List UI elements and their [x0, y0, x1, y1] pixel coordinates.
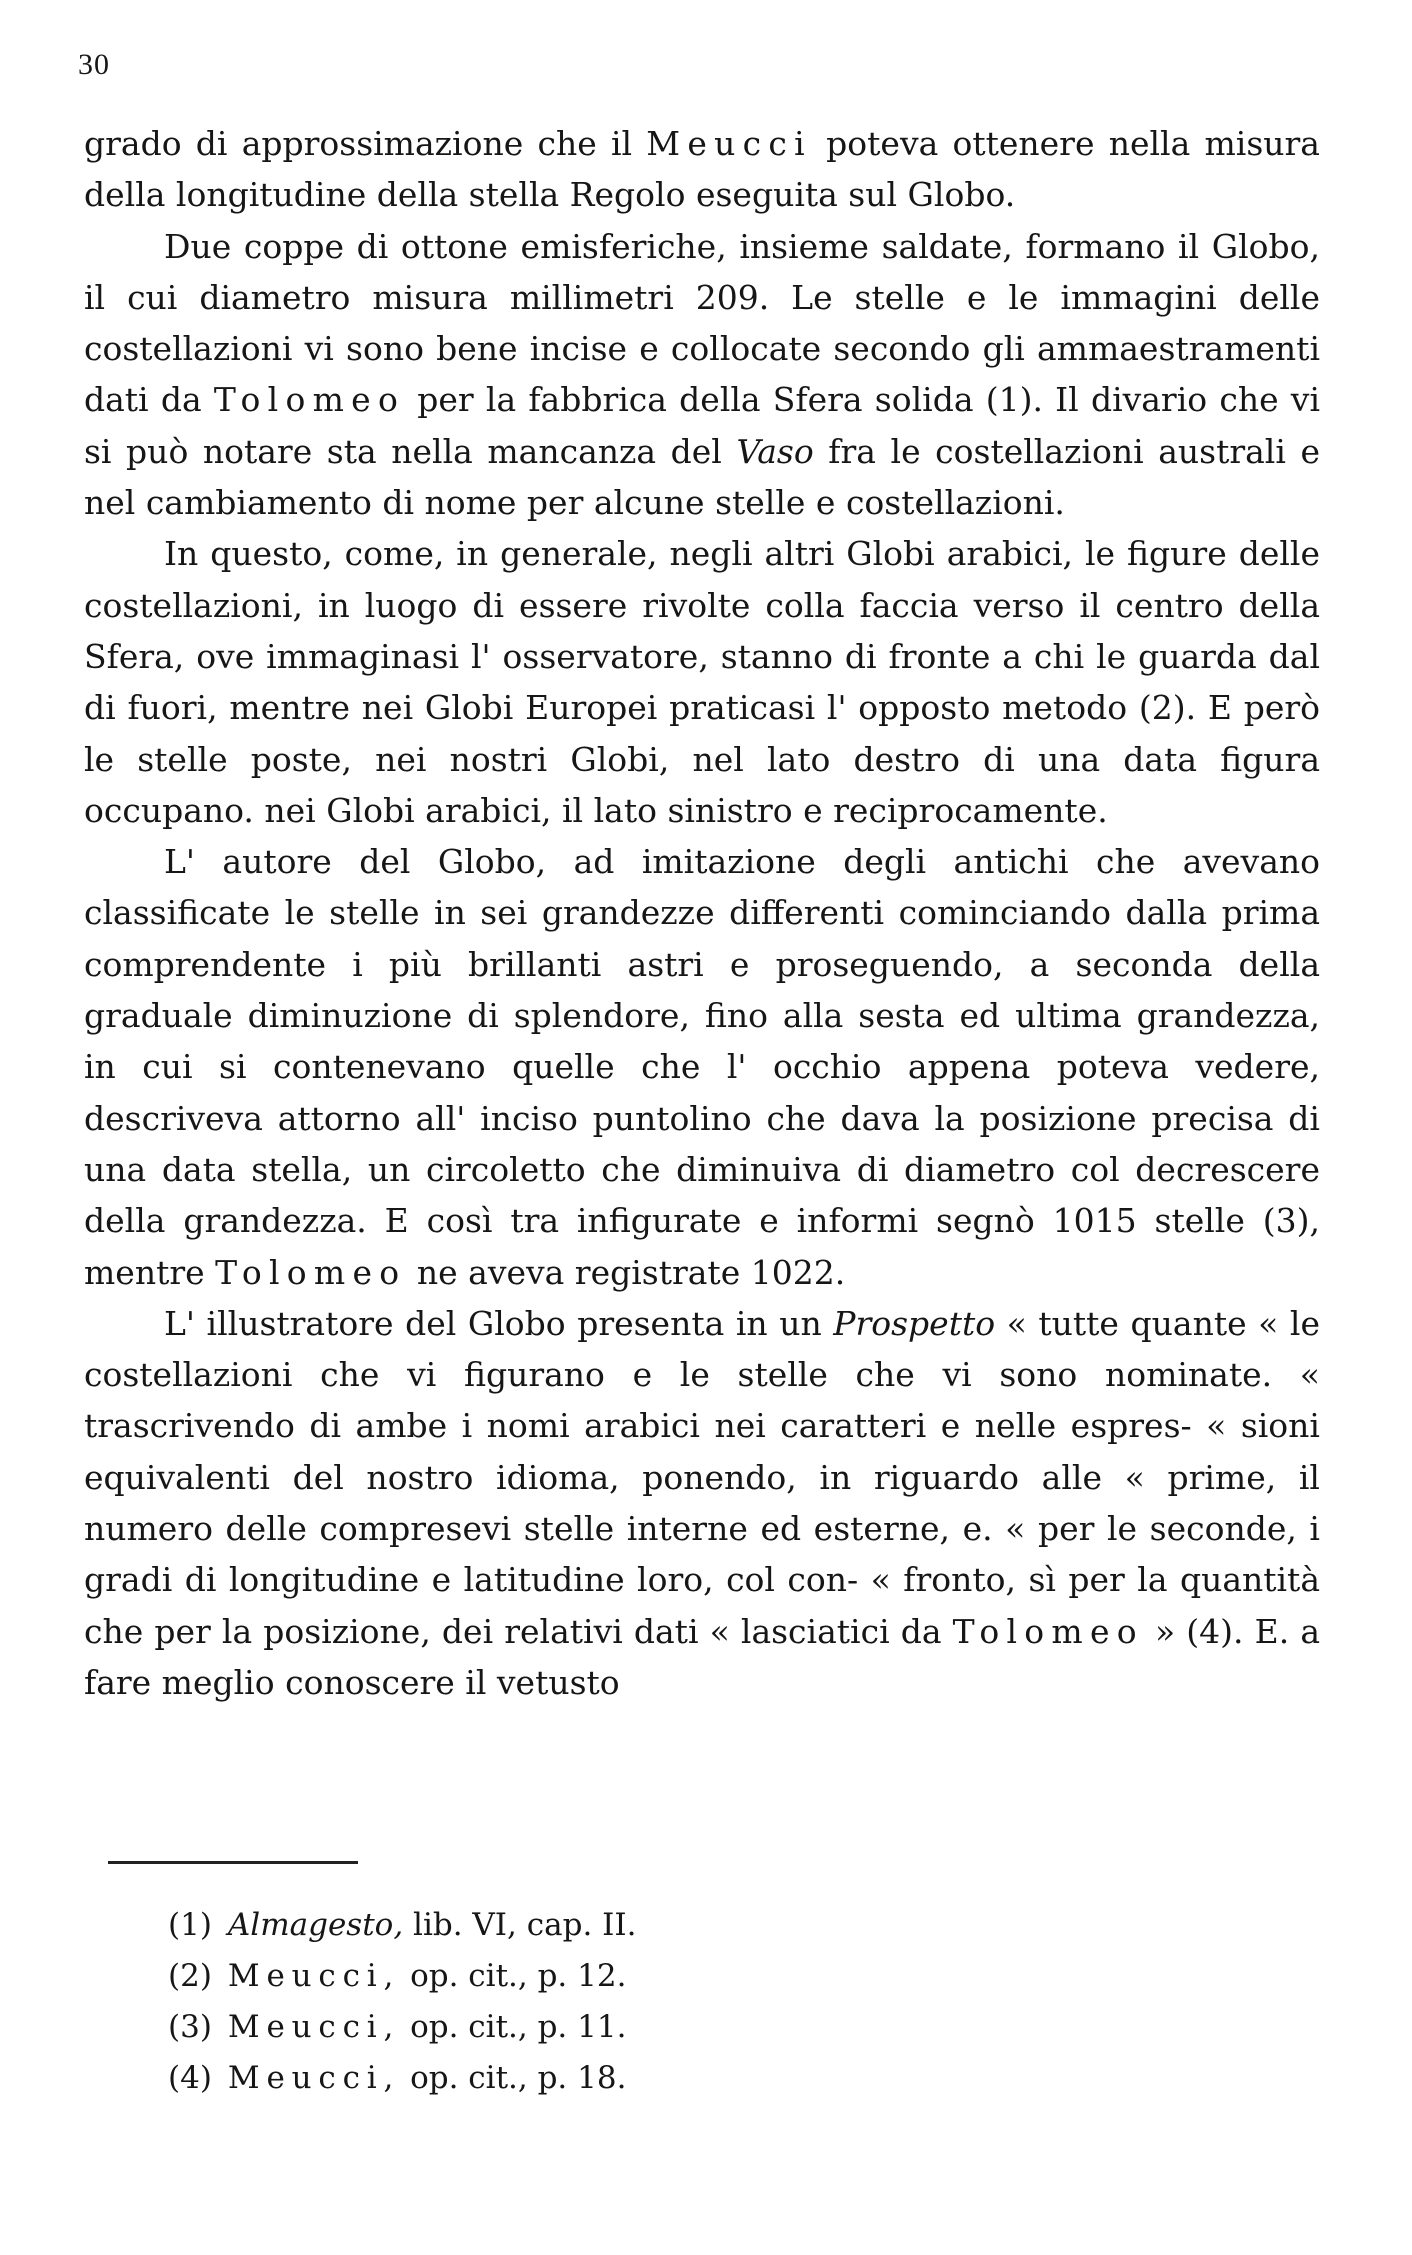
spaced-name-run: Meucci,	[227, 1958, 401, 1994]
footnote-mark: (1)	[168, 1907, 212, 1943]
text-run: L' illustratore del Globo presenta in un	[164, 1303, 834, 1343]
footnote	[168, 2053, 1168, 2104]
text-run: Due coppe di ottone emisferiche, insieme saldate, formano il Globo, il cui diametro misura millimetri 209. Le stelle e le immagini delle costellazioni vi sono bene incise e collocate secondo gli ammaestramenti dati da	[84, 226, 1320, 420]
spaced-name-run: Tolomeo	[213, 380, 406, 420]
body-text	[84, 118, 1320, 1708]
italic-run: Prospetto	[833, 1303, 996, 1343]
text-run: poteva ottenere nella misura della longitudine della stella Regolo eseguita sul Globo.	[84, 124, 1320, 215]
text-run: op. cit., p. 11.	[400, 2009, 627, 2045]
italic-run: Almagesto,	[227, 1907, 404, 1943]
paragraph	[84, 836, 1320, 1298]
text-run: « tutte quante « le costellazioni che vi figurano e le stelle che vi sono nominate. « trascrivendo di ambe i nomi arabici nei caratteri e nelle espres- « sioni equivalenti del nostro idioma, ponendo, in riguardo alle « prime, il numero delle compresevi stelle interne ed esterne, e. « per le seconde, i gradi di longitudine e latitudine loro, col con- « fronto, sì per la quantità che per la posizione, dei relativi dati « lasciatici da	[84, 1303, 1321, 1651]
text-run: In questo, come, in generale, negli altri Globi arabici, le figure delle costellazioni, in luogo di essere rivolte colla faccia verso il centro della Sfera, ove immaginasi l' osservatore, stanno di fronte a chi le guarda dal di fuori, mentre nei Globi Europei praticasi l' opposto metodo (2). E però le stelle poste, nei nostri Globi, nel lato destro di una data figura occupano. nei Globi arabici, il lato sinistro e reciprocamente.	[84, 534, 1320, 830]
footnote	[168, 2002, 1168, 2053]
text-run: L' autore del Globo, ad imitazione degli antichi che avevano classificate le stelle in sei grandezze differenti cominciando dalla prima comprendente i più brillanti astri e proseguendo, a seconda della graduale diminuzione di splendore, fino alla sesta ed ultima grandezza, in cui si contenevano quelle che l' occhio appena poteva vedere, descriveva attorno all' inciso puntolino che dava la posizione precisa di una data stella, un circoletto che diminuiva di diametro col decrescere della grandezza. E così tra infigurate e informi segnò 1015 stelle (3), mentre	[84, 842, 1320, 1292]
spaced-name-run: Tolomeo	[952, 1611, 1144, 1651]
footnote-mark: (2)	[168, 1958, 212, 1994]
text-run: ne aveva registrate 1022.	[406, 1252, 846, 1292]
spaced-name-run: Meucci	[646, 124, 812, 163]
text-run: op. cit., p. 18.	[400, 2060, 627, 2096]
spaced-name-run: Meucci,	[227, 2060, 401, 2096]
text-run: grado di approssimazione che il	[84, 124, 647, 163]
footnote-mark: (4)	[168, 2060, 212, 2096]
page-number: 30	[78, 48, 110, 81]
text-run: per la fabbrica della Sfera solida (1). Il divario che vi si può notare sta nella mancanza del	[84, 380, 1320, 471]
text-run: » (4). E. a fare meglio conoscere il vetusto	[84, 1611, 1320, 1702]
spaced-name-run: Meucci,	[227, 2009, 401, 2045]
paragraph	[84, 1298, 1320, 1708]
text-run: lib. VI, cap. II.	[403, 1907, 637, 1943]
footnote-mark: (3)	[168, 2009, 212, 2045]
footnotes	[168, 1900, 1168, 2104]
paragraph	[84, 118, 1320, 221]
text-run: fra le costellazioni australi e nel cambiamento di nome per alcune stelle e costellazioni.	[84, 431, 1321, 523]
footnote	[168, 1900, 1168, 1951]
paragraph	[84, 221, 1320, 529]
footnote-rule	[108, 1861, 358, 1864]
footnote	[168, 1951, 1168, 2002]
paragraph	[84, 528, 1320, 836]
text-run: op. cit., p. 12.	[400, 1958, 627, 1994]
spaced-name-run: Tolomeo	[215, 1252, 407, 1292]
italic-run: Vaso	[736, 431, 814, 471]
